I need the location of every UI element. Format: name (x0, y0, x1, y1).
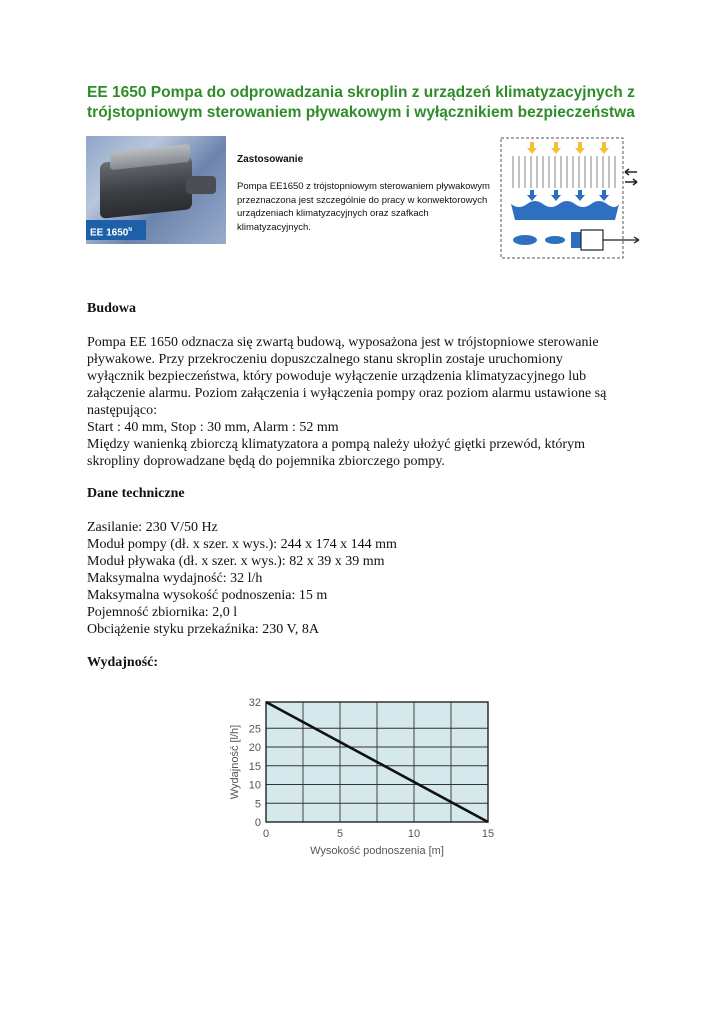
spec-line: Maksymalna wysokość podnoszenia: 15 m (87, 588, 328, 603)
performance-chart (222, 690, 512, 870)
y-tick-label: 0 (254, 817, 261, 829)
spec-line: Moduł pływaka (dł. x szer. x wys.): 82 x 39 x 39 mm (87, 554, 385, 569)
y-tick-label: 15 (248, 760, 261, 773)
badge-text: EE 1650 (90, 227, 129, 239)
condensate-arrows (527, 190, 609, 201)
construction-line: następująco: (87, 403, 157, 418)
spec-line: Pojemność zbiornika: 2,0 l (87, 605, 238, 620)
airflow-arrows (527, 142, 609, 154)
spec-line: Zasilanie: 230 V/50 Hz (87, 520, 218, 535)
spec-line: Obciążenie styku przekaźnika: 230 V, 8A (87, 622, 319, 637)
application-text: Pompa EE1650 z trójstopniowym sterowaniem pływakowym przeznaczona jest szczególnie do pracy w konwektorowych urządzeniach klimatyzacyjnych oraz szafkach klimatyzacyjnych. (237, 181, 490, 233)
drip-tray-water (511, 201, 619, 220)
discharge-arrow (603, 237, 639, 243)
construction-line: wyłącznik bezpieczeństwa, który powoduje wyłączenie urządzenia klimatyzacyjnego lub (87, 369, 587, 384)
fan-blade-left (513, 235, 537, 245)
x-tick-label: 5 (336, 828, 344, 840)
x-tick-label: 15 (481, 828, 495, 840)
construction-line: pływakowe. Przy przekroczeniu dopuszczalnego stanu skroplin zostaje uruchomiony (87, 352, 563, 367)
construction-heading: Budowa (87, 301, 137, 316)
product-photo (86, 136, 226, 244)
application-heading: Zastosowanie (237, 154, 304, 165)
product-badge (86, 220, 146, 240)
y-tick-label: 5 (254, 798, 261, 811)
y-tick-label: 10 (248, 779, 261, 792)
construction-line: załączenie alarmu. Poziom załączenia i wyłączenia pompy oraz poziom alarmu ustawione są (87, 386, 607, 401)
performance-heading: Wydajność: (87, 655, 159, 670)
installation-diagram (497, 134, 645, 262)
spec-line: Maksymalna wydajność: 32 l/h (87, 571, 263, 586)
construction-line: Start : 40 mm, Stop : 30 mm, Alarm : 52 mm (87, 420, 339, 435)
technical-list (87, 519, 647, 638)
side-flow-arrows (625, 169, 637, 185)
construction-line: skropliny doprowadzane będą do pojemnika zbiorczego pompy. (87, 454, 445, 469)
float-module-shape (186, 176, 216, 194)
document-title: EE 1650 Pompa do odprowadzania skroplin z urządzeń klimatyzacyjnych z trójstopniowym sterowaniem pływakowym i wyłącznikiem bezpieczeństwa (87, 84, 635, 121)
construction-line: Pompa EE 1650 odznacza się zwartą budową, wyposażona jest w trójstopniowe sterowanie (87, 335, 599, 350)
technical-heading: Dane techniczne (87, 486, 185, 501)
badge-sup: N (128, 227, 132, 233)
y-axis-label: Wydajność [l/h] (229, 724, 241, 800)
coil-lines (513, 156, 615, 188)
y-tick-label: 25 (248, 723, 261, 736)
x-tick-label: 0 (262, 828, 270, 840)
construction-line: Między wanienką zbiorczą klimatyzatora a pompą należy ułożyć giętki przewód, którym (87, 437, 585, 452)
construction-paragraph (87, 334, 647, 470)
pump-box (581, 230, 603, 250)
float-chamber (571, 232, 581, 248)
y-tick-label: 32 (248, 697, 261, 709)
x-tick-label: 10 (407, 828, 421, 840)
y-tick-label: 20 (248, 742, 261, 754)
spec-line: Moduł pompy (dł. x szer. x wys.): 244 x 174 x 144 mm (87, 537, 397, 552)
x-axis-label: Wysokość podnoszenia [m] (310, 845, 444, 857)
fan-blade-right (545, 236, 565, 244)
